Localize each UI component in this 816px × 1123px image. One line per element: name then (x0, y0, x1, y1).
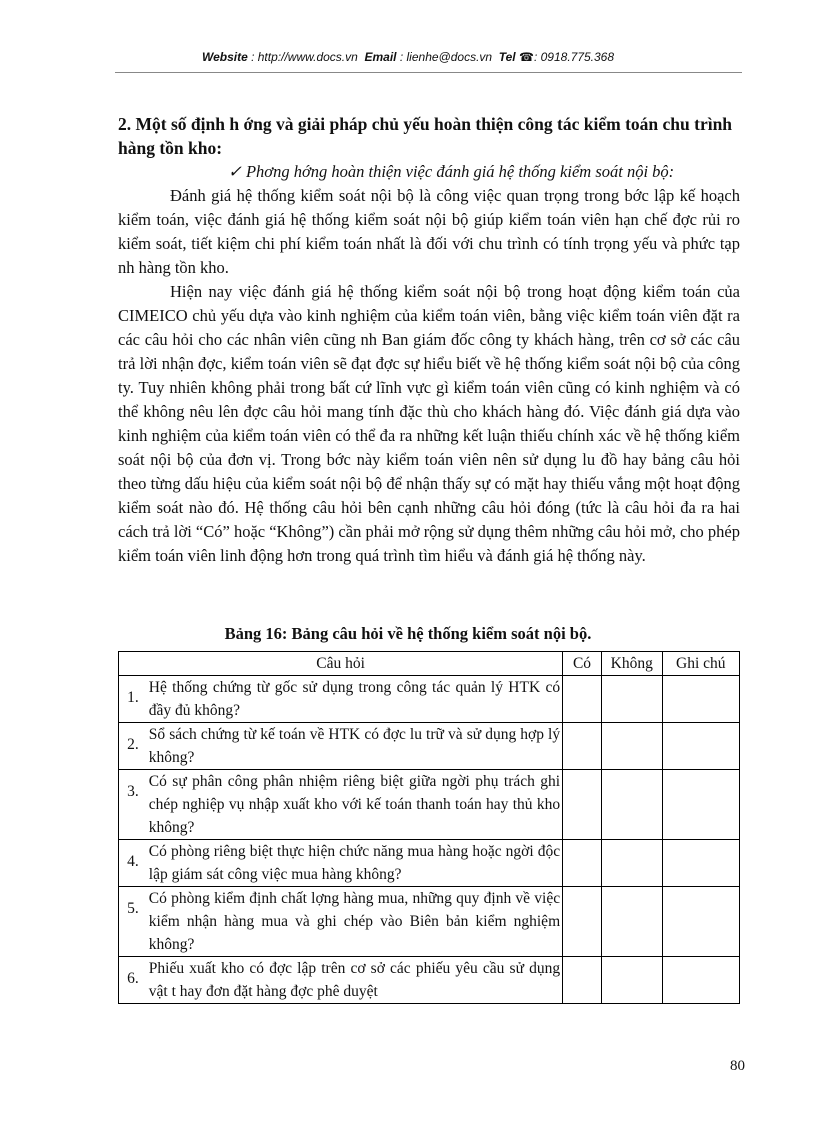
row-number: 2. (119, 723, 147, 770)
no-cell[interactable] (601, 840, 662, 887)
tel-value: : 0918.775.368 (533, 50, 615, 64)
table-row (119, 887, 740, 957)
no-cell[interactable] (601, 770, 662, 840)
email-label: Email (364, 50, 397, 64)
note-cell[interactable] (662, 676, 739, 723)
yes-cell[interactable] (563, 770, 602, 840)
page-header (0, 50, 816, 64)
no-cell[interactable] (601, 723, 662, 770)
tel-label: Tel (498, 50, 516, 64)
paragraph: Hiện nay việc đánh giá hệ thống kiểm soát nội bộ trong hoạt động kiểm toán của CIMEICO chủ yếu dựa vào kinh nghiệm của kiểm toán viên, bằng việc kiểm toán viên đặt ra các câu hỏi cho các nhân viên cũng nh Ban giám đốc công ty khách hàng, trên cơ sở các câu trả lời nhận đợc, kiểm toán viên sẽ đạt đợc sự hiểu biết về hệ thống kiểm soát nội bộ của công ty. Tuy nhiên không phải trong bất cứ lĩnh vực gì kiểm toán viên cũng có kinh nghiệm và có thể không nêu lên đợc câu hỏi mang tính đặc thù cho khách hàng đó. Việc đánh giá dựa vào kinh nghiệm của kiểm toán viên có thể đa ra những kết luận thiếu chính xác về hệ thống kiểm soát nội bộ của đơn vị. Trong bớc này kiểm toán viên nên sử dụng lu đồ hay bảng câu hỏi theo từng dấu hiệu của kiểm soát nội bộ để nhận thấy sự có mặt hay thiếu vắng một hoạt động kiểm soát nào đó. Hệ thống câu hỏi bên cạnh những câu hỏi đóng (tức là câu hỏi đa ra hai cách trả lời “Có” hoặc “Không”) cần phải mở rộng sử dụng thêm những câu hỏi mở, cho phép kiểm toán viên linh động hơn trong quá trình tìm hiểu và đánh giá hệ thống này. (118, 282, 740, 565)
table-header-row (119, 652, 740, 676)
header-divider (115, 72, 742, 73)
header-yes: Có (563, 652, 602, 676)
table-row (119, 770, 740, 840)
website-label: Website (201, 50, 248, 64)
row-question: Có phòng kiểm định chất lợng hàng mua, những quy định về việc kiểm nhận hàng mua và ghi chép vào Biên bản kiểm nghiệm không? (147, 887, 563, 957)
page-content (118, 112, 740, 568)
note-cell[interactable] (662, 840, 739, 887)
no-cell[interactable] (601, 676, 662, 723)
note-cell[interactable] (662, 887, 739, 957)
website-value[interactable]: : http://www.docs.vn (251, 50, 358, 64)
row-number: 3. (119, 770, 147, 840)
header-no: Không (601, 652, 662, 676)
header-question: Câu hỏi (119, 652, 563, 676)
paragraph: Đánh giá hệ thống kiểm soát nội bộ là công việc quan trọng trong bớc lập kế hoạch kiểm toán, việc đánh giá hệ thống kiểm soát nội bộ giúp kiểm toán viên hạn chế đợc rủi ro kiểm soát, tiết kiệm chi phí kiểm toán nhất là đối với chu trình có tính trọng yếu và phức tạp nh hàng tồn kho. (118, 186, 740, 277)
row-question: Hệ thống chứng từ gốc sử dụng trong công tác quản lý HTK có đầy đủ không? (147, 676, 563, 723)
yes-cell[interactable] (563, 840, 602, 887)
yes-cell[interactable] (563, 723, 602, 770)
note-cell[interactable] (662, 723, 739, 770)
table-row (119, 840, 740, 887)
row-question: Có phòng riêng biệt thực hiện chức năng mua hàng hoặc ngời độc lập giám sát công việc mua hàng không? (147, 840, 563, 887)
no-cell[interactable] (601, 887, 662, 957)
questionnaire-table (118, 651, 740, 1004)
table-row (119, 957, 740, 1004)
yes-cell[interactable] (563, 676, 602, 723)
row-number: 5. (119, 887, 147, 957)
section-subheading: ✓ Phơng hớng hoàn thiện việc đánh giá hệ thống kiểm soát nội bộ: (228, 162, 675, 181)
table-row (119, 723, 740, 770)
row-question: Phiếu xuất kho có đợc lập trên cơ sở các phiếu yêu cầu sử dụng vật t hay đơn đặt hàng đợc phê duyệt (147, 957, 563, 1004)
no-cell[interactable] (601, 957, 662, 1004)
phone-icon: ☎ (519, 50, 534, 64)
note-cell[interactable] (662, 770, 739, 840)
yes-cell[interactable] (563, 887, 602, 957)
row-number: 6. (119, 957, 147, 1004)
row-number: 4. (119, 840, 147, 887)
row-question: Sổ sách chứng từ kế toán về HTK có đợc lu trữ và sử dụng hợp lý không? (147, 723, 563, 770)
yes-cell[interactable] (563, 957, 602, 1004)
table-row (119, 676, 740, 723)
email-value[interactable]: : lienhe@docs.vn (399, 50, 493, 64)
row-number: 1. (119, 676, 147, 723)
note-cell[interactable] (662, 957, 739, 1004)
table-caption: Bảng 16: Bảng câu hỏi về hệ thống kiểm soát nội bộ. (224, 624, 592, 643)
row-question: Có sự phân công phân nhiệm riêng biệt giữa ngời phụ trách ghi chép nghiệp vụ nhập xuất kho với kế toán thanh toán hay thủ kho không? (147, 770, 563, 840)
page-number: 80 (730, 1058, 745, 1074)
header-note: Ghi chú (662, 652, 739, 676)
section-title: 2. Một số định h ớng và giải pháp chủ yếu hoàn thiện công tác kiểm toán chu trình hàng tồn kho: (118, 114, 733, 158)
